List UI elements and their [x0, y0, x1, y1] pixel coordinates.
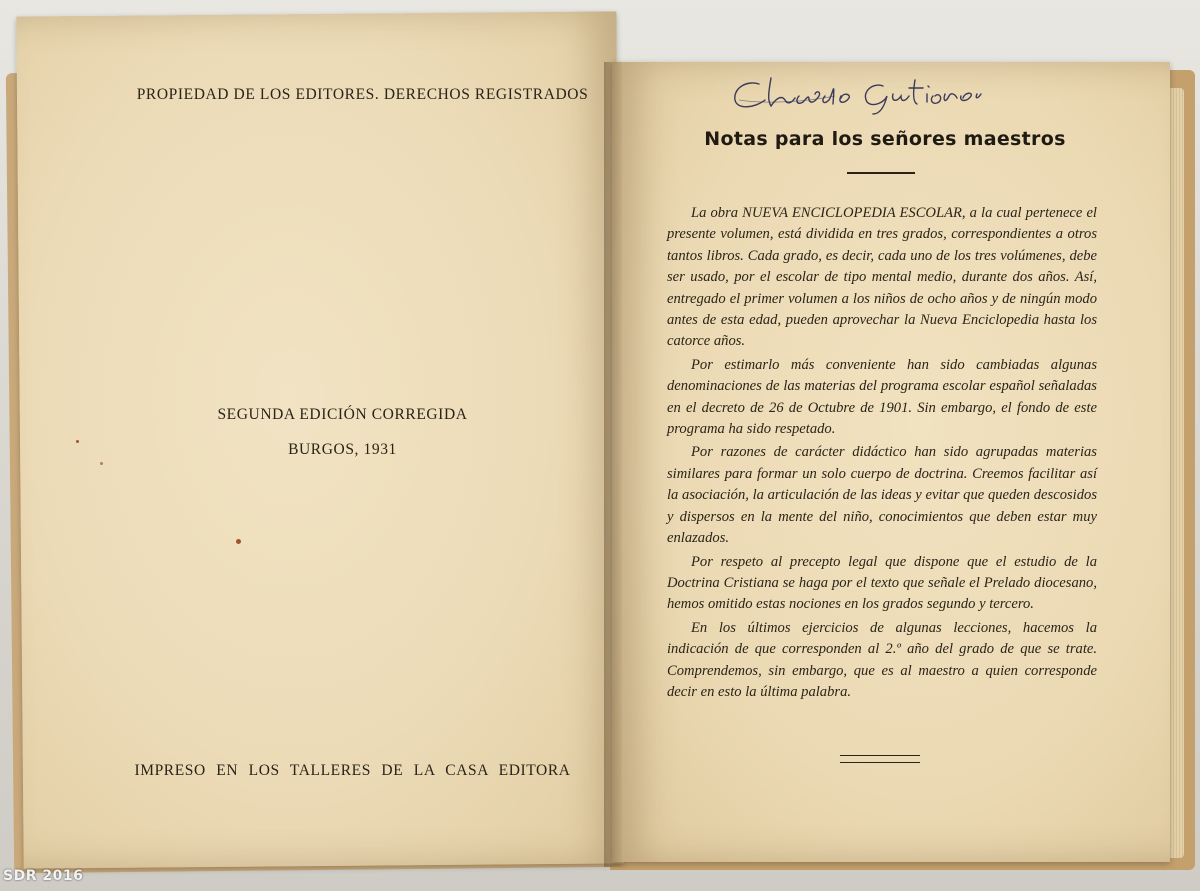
page-title: Notas para los señores maestros — [704, 128, 1066, 150]
edition-label: SEGUNDA EDICIÓN CORREGIDA — [217, 406, 468, 423]
title-divider — [847, 172, 915, 174]
left-page — [16, 11, 623, 868]
paragraph: Por respeto al precepto legal que dispone que el estudio de la Doctrina Cristiana se haga por el texto que señale el Prelado diocesano, hemos omitido estas nociones en los grados segundo y tercero. — [667, 553, 1097, 613]
paragraph: Por razones de carácter didáctico han sido agrupadas materias similares para formar un solo cuerpo de doctrina. Creemos facilitar así la asociación, la articulación de las ideas y evitar que queden descosidos y dispersos en la mente del niño, conocimientos que deben estar muy enlazados. — [667, 444, 1097, 547]
paragraph: La obra NUEVA ENCICLOPEDIA ESCOLAR, a la cual pertenece el presente volumen, está dividida en tres grados, correspondientes a otros tantos libros. Cada grado, es decir, cada uno de los tres volúmenes, debe ser usado, por el escolar de tipo mental medio, durante dos años. Así, entregado el primer volumen a los niños de ocho años y de ningún modo antes de esta edad, pueden aprovechar la Nueva Enciclopedia hasta los catorce años. — [667, 205, 1097, 350]
notes-body — [667, 203, 1097, 703]
foxing-spot — [236, 539, 241, 544]
paragraph: Por estimarlo más conveniente han sido cambiadas algunas denominaciones de las materias del programa escolar español señaladas en el decreto de 26 de Octubre de 1901. Sin embargo, el fondo de este programa ha sido respetado. — [667, 356, 1097, 438]
foxing-spot — [100, 462, 103, 465]
place-year: BURGOS, 1931 — [288, 441, 397, 458]
printer-line: IMPRESO EN LOS TALLERES DE LA CASA EDITORA — [134, 762, 571, 779]
paragraph: En los últimos ejercicios de algunas lecciones, hacemos la indicación de que corresponden al 2.º año del grado de que se trate. Comprendemos, sin embargo, que es al maestro a quien corresponde decir en esto la última palabra. — [667, 619, 1097, 700]
photo-credit: SDR 2016 — [3, 868, 84, 884]
handwritten-signature — [725, 70, 995, 118]
end-ornament — [840, 755, 920, 763]
copyright-line: PROPIEDAD DE LOS EDITORES. DERECHOS REGISTRADOS — [136, 86, 589, 103]
foxing-spot — [76, 440, 79, 443]
book-gutter — [604, 62, 622, 867]
